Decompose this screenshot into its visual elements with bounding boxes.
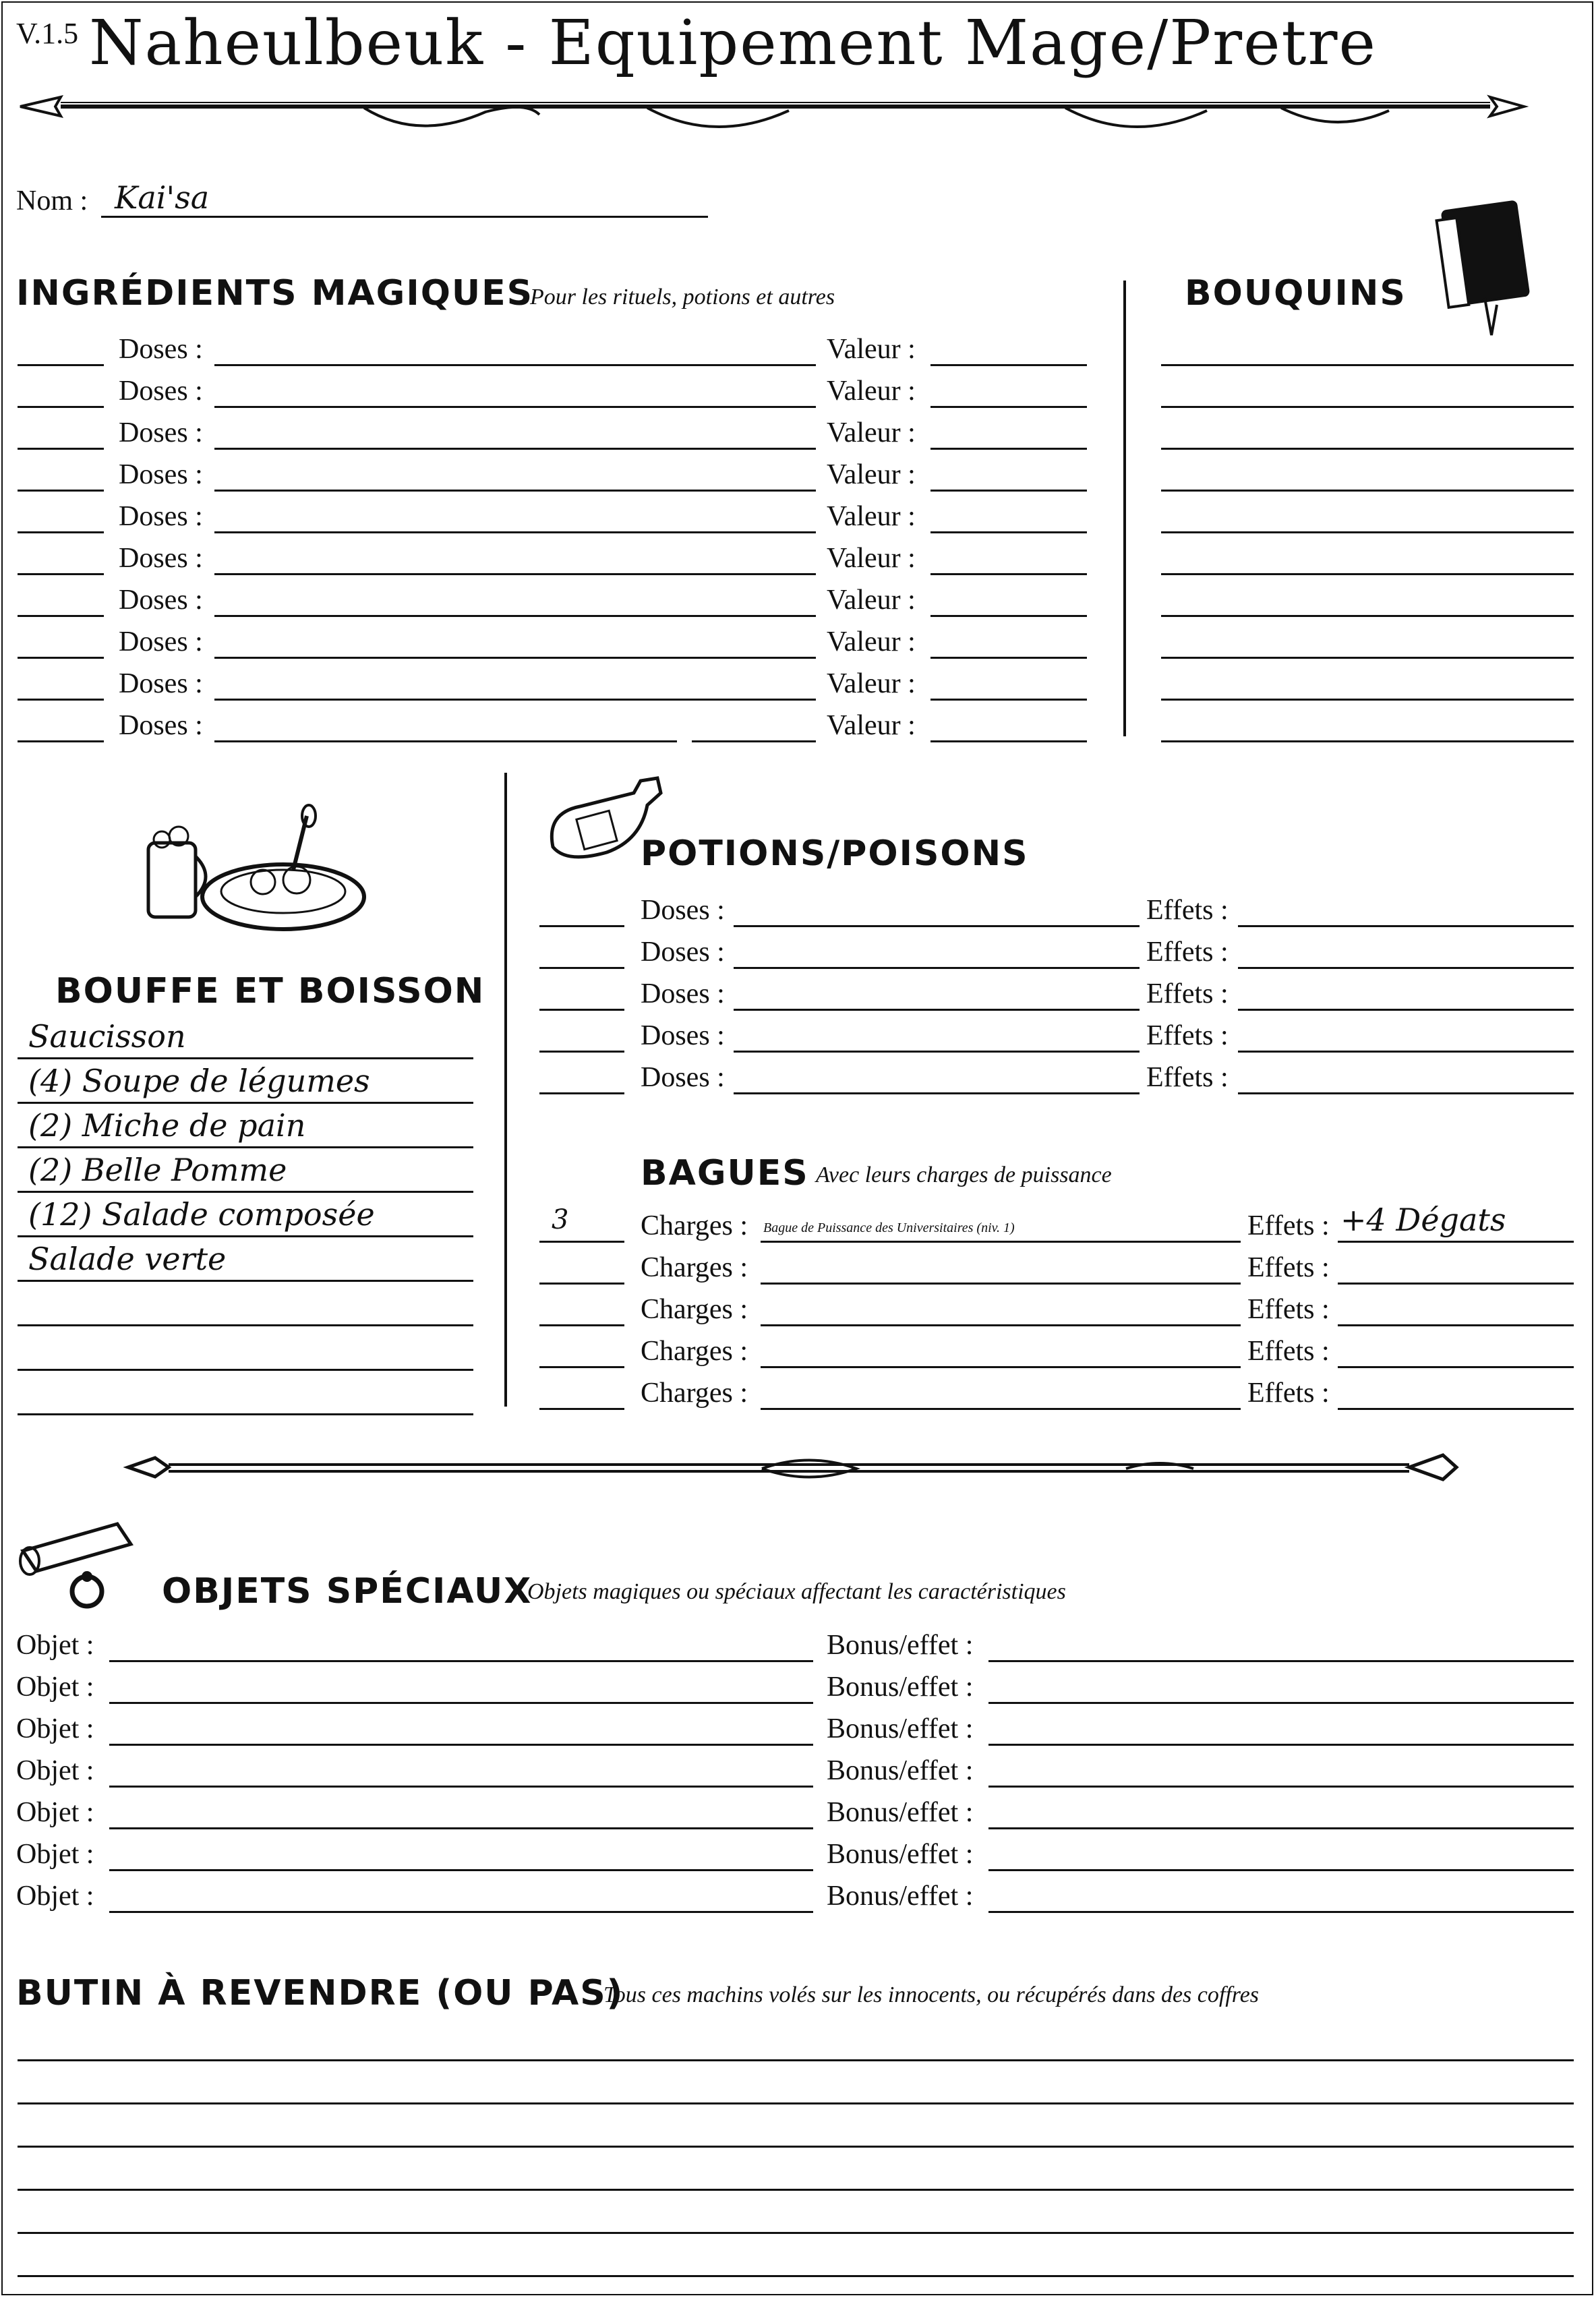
ingredient-name-field[interactable] (214, 448, 816, 450)
potion-name-field[interactable] (734, 1051, 1140, 1053)
ring-name-field[interactable] (761, 1283, 1241, 1285)
ingredient-name-field[interactable] (214, 740, 677, 742)
food-entry-value: (2) Miche de pain (28, 1107, 306, 1144)
food-entry-field[interactable] (18, 1369, 473, 1371)
ingredient-qty-field[interactable] (18, 573, 104, 575)
food-entry-value: (4) Soupe de légumes (28, 1063, 370, 1099)
object-bonus-field[interactable] (988, 1744, 1574, 1746)
dose-label: Doses : (119, 626, 203, 657)
loot-entry-field[interactable] (18, 2189, 1574, 2191)
ring-effects-label: Effets : (1247, 1252, 1330, 1283)
potion-qty-field[interactable] (539, 967, 624, 969)
ingredient-value-field[interactable] (930, 490, 1087, 492)
ingredient-name-field[interactable] (214, 657, 816, 659)
value-label: Valeur : (827, 626, 916, 657)
dose-label: Doses : (119, 501, 203, 532)
object-name-field[interactable] (109, 1660, 813, 1662)
ingredient-extra-field[interactable] (692, 740, 816, 742)
potion-effects-label: Effets : (1146, 895, 1229, 926)
ingredient-value-field[interactable] (930, 615, 1087, 617)
loot-subtitle: Tous ces machins volés sur les innocents, ou récupérés dans des coffres (603, 1982, 1260, 2007)
dose-label: Doses : (119, 417, 203, 448)
food-title: BOUFFE ET BOISSON (55, 971, 485, 1011)
object-label: Objet : (16, 1672, 94, 1703)
food-entry-value: Salade verte (28, 1241, 227, 1277)
ingredient-qty-field[interactable] (18, 490, 104, 492)
potion-effects-label: Effets : (1146, 978, 1229, 1009)
food-entry-field[interactable] (18, 1102, 473, 1104)
object-name-field[interactable] (109, 1744, 813, 1746)
ingredients-subtitle: Pour les rituels, potions et autres (530, 285, 835, 310)
potion-qty-field[interactable] (539, 1009, 624, 1011)
potion-effects-field[interactable] (1238, 967, 1574, 969)
book-entry-field[interactable] (1161, 740, 1574, 742)
object-name-field[interactable] (109, 1869, 813, 1871)
potion-dose-label: Doses : (641, 937, 725, 968)
loot-entry-field[interactable] (18, 2146, 1574, 2148)
bonus-label: Bonus/effet : (827, 1755, 974, 1786)
value-label: Valeur : (827, 459, 916, 490)
dose-label: Doses : (119, 334, 203, 365)
value-label: Valeur : (827, 543, 916, 574)
book-entry-field[interactable] (1161, 615, 1574, 617)
potion-qty-field[interactable] (539, 1092, 624, 1094)
dose-label: Doses : (119, 668, 203, 699)
section-divider-vertical (1123, 281, 1126, 736)
ring-name-field[interactable] (761, 1241, 1241, 1243)
ingredient-value-field[interactable] (930, 657, 1087, 659)
object-bonus-field[interactable] (988, 1660, 1574, 1662)
object-label: Objet : (16, 1839, 94, 1870)
ring-qty-field[interactable] (539, 1366, 624, 1368)
book-entry-field[interactable] (1161, 490, 1574, 492)
object-name-field[interactable] (109, 1827, 813, 1829)
potion-dose-label: Doses : (641, 1020, 725, 1051)
ring-effects-field[interactable] (1338, 1241, 1574, 1243)
object-bonus-field[interactable] (988, 1911, 1574, 1913)
ingredient-qty-field[interactable] (18, 657, 104, 659)
loot-entry-field[interactable] (18, 2102, 1574, 2104)
food-entry-value: (2) Belle Pomme (28, 1152, 287, 1188)
value-label: Valeur : (827, 501, 916, 532)
ingredients-title: INGRÉDIENTS MAGIQUES (16, 273, 534, 314)
ingredient-value-field[interactable] (930, 448, 1087, 450)
object-label: Objet : (16, 1797, 94, 1828)
ring-qty-field[interactable] (539, 1283, 624, 1285)
potion-name-field[interactable] (734, 1092, 1140, 1094)
food-entry-field[interactable] (18, 1280, 473, 1282)
ring-charges-label: Charges : (641, 1252, 748, 1283)
object-name-field[interactable] (109, 1702, 813, 1704)
ring-effects-field[interactable] (1338, 1366, 1574, 1368)
ring-qty-field[interactable] (539, 1408, 624, 1410)
value-label: Valeur : (827, 710, 916, 741)
ingredient-qty-field[interactable] (18, 615, 104, 617)
ring-effects-field[interactable] (1338, 1283, 1574, 1285)
object-name-field[interactable] (109, 1786, 813, 1788)
value-label: Valeur : (827, 668, 916, 699)
ingredient-qty-field[interactable] (18, 699, 104, 701)
ring-qty-field[interactable] (539, 1241, 624, 1243)
food-entry-field[interactable] (18, 1235, 473, 1237)
ring-name-field[interactable] (761, 1408, 1241, 1410)
potion-effects-field[interactable] (1238, 1009, 1574, 1011)
object-name-field[interactable] (109, 1911, 813, 1913)
ingredient-value-field[interactable] (930, 573, 1087, 575)
ingredient-name-field[interactable] (214, 406, 816, 408)
ring-charges-label: Charges : (641, 1210, 748, 1241)
dose-label: Doses : (119, 710, 203, 741)
potion-name-field[interactable] (734, 1009, 1140, 1011)
food-entry-field[interactable] (18, 1191, 473, 1193)
ring-effects-value: +4 Dégats (1340, 1202, 1506, 1238)
potion-effects-label: Effets : (1146, 1062, 1229, 1093)
loot-title: BUTIN À REVENDRE (OU PAS) (16, 1973, 624, 2013)
potion-dose-label: Doses : (641, 895, 725, 926)
value-label: Valeur : (827, 334, 916, 365)
ring-effects-label: Effets : (1247, 1336, 1330, 1367)
loot-entry-field[interactable] (18, 2275, 1574, 2277)
section-divider-vertical-2 (504, 773, 507, 1407)
name-field[interactable] (101, 216, 708, 218)
rings-subtitle: Avec leurs charges de puissance (816, 1162, 1112, 1187)
ingredient-name-field[interactable] (214, 615, 816, 617)
dose-label: Doses : (119, 376, 203, 407)
ingredient-value-field[interactable] (930, 364, 1087, 366)
ingredient-value-field[interactable] (930, 740, 1087, 742)
scroll-ring-icon (16, 1510, 158, 1618)
object-bonus-field[interactable] (988, 1827, 1574, 1829)
potion-effects-field[interactable] (1238, 1092, 1574, 1094)
ingredient-qty-field[interactable] (18, 364, 104, 366)
potion-effects-field[interactable] (1238, 1051, 1574, 1053)
potion-effects-field[interactable] (1238, 925, 1574, 927)
food-entry-field[interactable] (18, 1324, 473, 1326)
bonus-label: Bonus/effet : (827, 1881, 974, 1912)
name-label: Nom : (16, 185, 88, 216)
ring-name-value: Bague de Puissance des Universitaires (niv. 1) (763, 1220, 1015, 1235)
book-entry-field[interactable] (1161, 448, 1574, 450)
ring-name-field[interactable] (761, 1366, 1241, 1368)
ingredient-value-field[interactable] (930, 531, 1087, 533)
book-icon (1436, 197, 1531, 338)
potions-title: POTIONS/POISONS (641, 833, 1029, 874)
ring-qty-value: 3 (552, 1204, 569, 1235)
potion-name-field[interactable] (734, 925, 1140, 927)
potion-dose-label: Doses : (641, 1062, 725, 1093)
books-title: BOUQUINS (1185, 273, 1407, 314)
book-entry-field[interactable] (1161, 657, 1574, 659)
ingredient-name-field[interactable] (214, 490, 816, 492)
ingredient-qty-field[interactable] (18, 448, 104, 450)
potion-qty-field[interactable] (539, 925, 624, 927)
food-illustration-icon (142, 802, 371, 937)
book-entry-field[interactable] (1161, 406, 1574, 408)
value-label: Valeur : (827, 376, 916, 407)
dose-label: Doses : (119, 459, 203, 490)
ring-charges-label: Charges : (641, 1336, 748, 1367)
spear-divider-top (13, 88, 1531, 148)
ingredient-name-field[interactable] (214, 531, 816, 533)
food-entry-field[interactable] (18, 1146, 473, 1148)
potion-effects-label: Effets : (1146, 1020, 1229, 1051)
ring-charges-label: Charges : (641, 1378, 748, 1409)
special-title: OBJETS SPÉCIAUX (162, 1571, 533, 1612)
rings-title: BAGUES (641, 1153, 809, 1194)
ingredient-qty-field[interactable] (18, 740, 104, 742)
bonus-label: Bonus/effet : (827, 1797, 974, 1828)
object-bonus-field[interactable] (988, 1702, 1574, 1704)
object-label: Objet : (16, 1713, 94, 1744)
dose-label: Doses : (119, 585, 203, 616)
potion-qty-field[interactable] (539, 1051, 624, 1053)
potion-effects-label: Effets : (1146, 937, 1229, 968)
food-entry-field[interactable] (18, 1057, 473, 1059)
value-label: Valeur : (827, 417, 916, 448)
ring-qty-field[interactable] (539, 1324, 624, 1326)
page-title: Naheulbeuk - Equipement Mage/Pretre (89, 7, 1377, 79)
ingredient-qty-field[interactable] (18, 406, 104, 408)
object-label: Objet : (16, 1755, 94, 1786)
ingredient-qty-field[interactable] (18, 531, 104, 533)
ring-charges-label: Charges : (641, 1294, 748, 1325)
ingredient-name-field[interactable] (214, 364, 816, 366)
potion-name-field[interactable] (734, 967, 1140, 969)
ingredient-name-field[interactable] (214, 573, 816, 575)
book-entry-field[interactable] (1161, 699, 1574, 701)
dose-label: Doses : (119, 543, 203, 574)
name-value: Kai'sa (115, 179, 210, 216)
ring-effects-field[interactable] (1338, 1408, 1574, 1410)
ring-effects-label: Effets : (1247, 1210, 1330, 1241)
bonus-label: Bonus/effet : (827, 1630, 974, 1661)
food-entry-value: Saucisson (28, 1018, 186, 1055)
sheet-border (1, 1, 1593, 2295)
ring-effects-label: Effets : (1247, 1378, 1330, 1409)
ring-effects-field[interactable] (1338, 1324, 1574, 1326)
book-entry-field[interactable] (1161, 531, 1574, 533)
object-bonus-field[interactable] (988, 1869, 1574, 1871)
food-entry-field[interactable] (18, 1413, 473, 1415)
ring-name-field[interactable] (761, 1324, 1241, 1326)
potion-dose-label: Doses : (641, 978, 725, 1009)
loot-entry-field[interactable] (18, 2059, 1574, 2061)
special-subtitle: Objets magiques ou spéciaux affectant les caractéristiques (527, 1579, 1066, 1604)
ingredient-name-field[interactable] (214, 699, 816, 701)
bonus-label: Bonus/effet : (827, 1672, 974, 1703)
book-entry-field[interactable] (1161, 573, 1574, 575)
bonus-label: Bonus/effet : (827, 1713, 974, 1744)
ingredient-value-field[interactable] (930, 406, 1087, 408)
object-label: Objet : (16, 1881, 94, 1912)
staff-divider (128, 1448, 1463, 1489)
ingredient-value-field[interactable] (930, 699, 1087, 701)
food-entry-value: (12) Salade composée (28, 1196, 375, 1233)
loot-entry-field[interactable] (18, 2232, 1574, 2234)
bonus-label: Bonus/effet : (827, 1839, 974, 1870)
book-entry-field[interactable] (1161, 364, 1574, 366)
object-bonus-field[interactable] (988, 1786, 1574, 1788)
version-label: V.1.5 (16, 17, 79, 50)
ring-effects-label: Effets : (1247, 1294, 1330, 1325)
value-label: Valeur : (827, 585, 916, 616)
object-label: Objet : (16, 1630, 94, 1661)
